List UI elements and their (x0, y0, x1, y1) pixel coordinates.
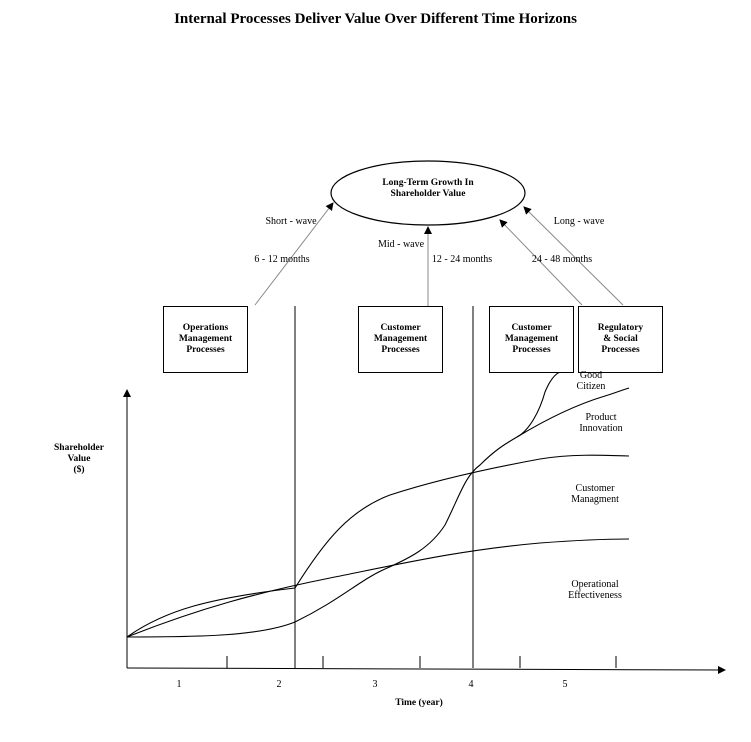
goal-label: Long-Term Growth In Shareholder Value (382, 178, 474, 199)
customer-management-label: Customer Managment (571, 483, 619, 505)
x-tick-label: 2 (276, 679, 282, 690)
customer-management-curve (295, 455, 629, 588)
x-axis (127, 668, 725, 670)
box-label: Operations Management Processes (178, 323, 233, 355)
x-tick-label: 3 (372, 679, 378, 690)
mid-wave-label: Mid - wave (377, 239, 425, 250)
product-innovation-label: Product Innovation (579, 412, 623, 434)
customer-management-box-2 (489, 306, 574, 373)
short-wave-label: Short - wave (265, 216, 317, 227)
x-tick-label: 5 (562, 679, 568, 690)
operations-management-box (163, 306, 248, 373)
operational-effectiveness-label: Operational Effectiveness (568, 579, 622, 601)
baseline-s-curve (127, 437, 517, 637)
mid-wave-period: 12 - 24 months (431, 254, 493, 265)
box-label: Customer Management Processes (504, 323, 559, 355)
box-label: Regulatory & Social Processes (597, 323, 644, 355)
regulatory-social-box (578, 306, 663, 373)
short-wave-period: 6 - 12 months (254, 254, 310, 265)
x-axis-label: Time (year) (395, 698, 443, 708)
y-axis-label: Shareholder Value ($) (54, 443, 104, 475)
page-title: Internal Processes Deliver Value Over Different Time Horizons (174, 11, 577, 27)
x-tick-label: 1 (176, 679, 182, 690)
good-citizen-curve (517, 372, 560, 437)
long-wave-label: Long - wave (553, 216, 605, 227)
box-label: Customer Management Processes (373, 323, 428, 355)
x-tick-label: 4 (468, 679, 474, 690)
long-wave-period: 24 - 48 months (531, 254, 593, 265)
good-citizen-label: Good Citizen (576, 370, 606, 392)
customer-management-box-1 (358, 306, 443, 373)
operational-effectiveness-curve (127, 539, 629, 637)
